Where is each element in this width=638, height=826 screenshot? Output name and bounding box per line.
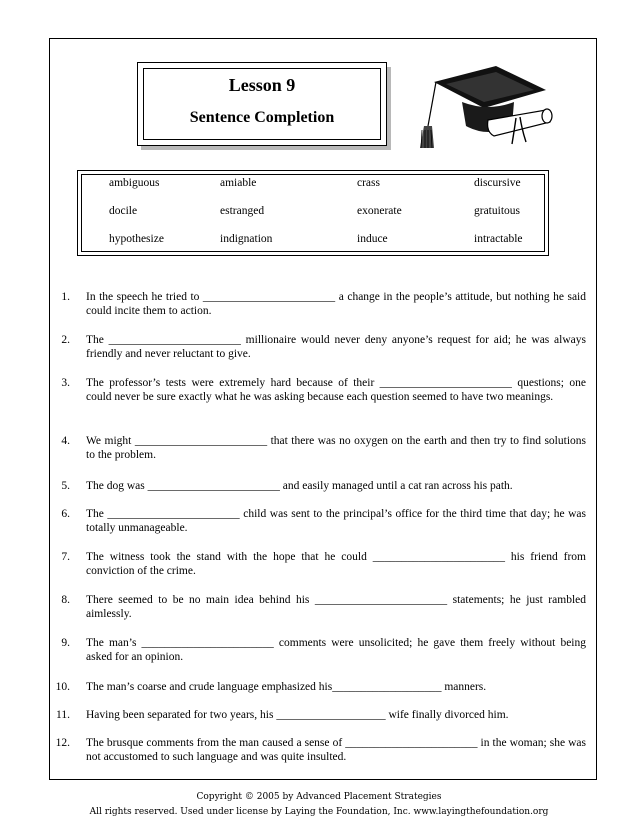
question-number: 6. (61, 508, 70, 520)
word-bank-item: indignation (220, 233, 273, 245)
word-bank-item: docile (109, 205, 138, 217)
word-bank-item: hypothesize (109, 233, 164, 245)
question-text: The man’s _______________________ comments were unsolicited; he gave them freely without being asked for an opinion. (86, 637, 586, 663)
question-text: We might _______________________ that there was no oxygen on the earth and then try to find solutions to the problem. (86, 435, 586, 461)
word-bank-item: amiable (220, 177, 257, 189)
question-text: The _______________________ child was sent to the principal’s office for the third time that day; he was totally unmanageable. (86, 508, 586, 534)
question-text: The witness took the stand with the hope that he could _______________________ his friend from conviction of the crime. (86, 551, 586, 577)
word-bank-item: gratuitous (474, 205, 520, 217)
word-bank-item: intractable (474, 233, 523, 245)
footer-copyright: Copyright © 2005 by Advanced Placement Strategies (196, 792, 442, 802)
lesson-title: Lesson 9 (228, 75, 296, 95)
question-number: 4. (61, 435, 70, 447)
question-number: 3. (61, 377, 70, 389)
question-number: 2. (61, 334, 70, 346)
question-text: The man’s coarse and crude language emphasized his___________________ manners. (86, 681, 487, 693)
footer-license: All rights reserved. Used under license by Laying the Foundation, Inc. www.layingthefoundation.org (89, 807, 549, 817)
question-number: 9. (61, 637, 70, 649)
title-shadow (141, 146, 391, 150)
lesson-subtitle: Sentence Completion (189, 109, 335, 126)
question-text: In the speech he tried to _______________________ a change in the people’s attitude, but nothing he said could incite them to action. (86, 291, 586, 317)
question-number: 8. (61, 594, 70, 606)
question-text: The dog was _______________________ and easily managed until a cat ran across his path. (86, 480, 513, 492)
question-text: The professor’s tests were extremely hard because of their _______________________ questions; one could never be sure exactly what he was asking because each question seemed to have two meanings. (86, 377, 586, 403)
word-bank-item: induce (357, 233, 388, 245)
question-number: 7. (61, 551, 70, 563)
word-bank (77, 170, 549, 256)
graduation-cap-icon (396, 64, 556, 154)
question-number: 11. (56, 709, 70, 721)
title-shadow (387, 67, 391, 150)
word-bank-item: estranged (220, 205, 265, 217)
question-text: Having been separated for two years, his ___________________ wife finally divorced him. (86, 709, 509, 721)
word-bank-item: crass (357, 177, 380, 189)
question-number: 5. (61, 480, 70, 492)
question-number: 12. (55, 737, 70, 749)
question-text: The _______________________ millionaire would never deny anyone’s request for aid; he was always friendly and never reluctant to give. (86, 334, 586, 360)
question-text: There seemed to be no main idea behind his _______________________ statements; he just rambled aimlessly. (86, 594, 586, 620)
question-number: 10. (55, 681, 70, 693)
question-number: 1. (61, 291, 70, 303)
word-bank-item: ambiguous (109, 177, 160, 189)
title-box (137, 62, 387, 146)
question-text: The brusque comments from the man caused a sense of _______________________ in the woman; she was not accustomed to such language and was quite insulted. (86, 737, 586, 763)
word-bank-item: exonerate (357, 205, 402, 217)
word-bank-item: discursive (474, 177, 521, 189)
